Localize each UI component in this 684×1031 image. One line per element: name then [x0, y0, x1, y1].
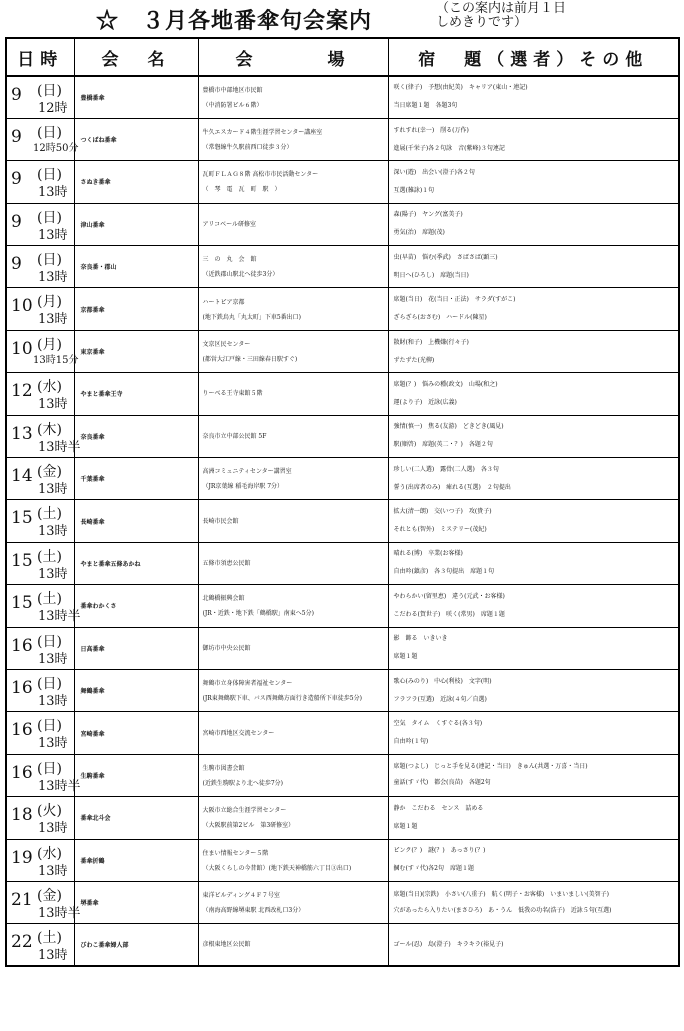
start-time: 13時	[38, 948, 68, 964]
venue-cell	[198, 627, 388, 669]
day-number: 9	[11, 254, 22, 275]
start-time: 13時半	[38, 778, 81, 794]
venue-detail: （大阪駅前第2ビル 第3研修室）	[202, 822, 295, 830]
day-number: 16	[11, 762, 33, 783]
table-row	[6, 415, 679, 457]
table-row	[6, 330, 679, 372]
topics-line-2: 穴があったら入りたい(まさひろ) あ・うん 低我の功名(浩子) 近詠５句(互選)	[393, 906, 612, 914]
venue-name: 御坊市中央公民館	[202, 644, 251, 652]
topics-line-2: 互選(雑詠)１句	[393, 186, 435, 194]
topics-line-2: ざらざら(おさむ) ハードル(陳星)	[393, 314, 487, 322]
venue-cell	[198, 924, 388, 966]
club-name: びわこ番傘婦人部	[74, 924, 198, 966]
table-row	[6, 712, 679, 754]
venue-detail: （南海高野線堺東駅 北西改札口3分）	[202, 907, 305, 915]
day-number: 10	[11, 296, 33, 317]
venue-name: 豊橋市中部地区市民館	[202, 86, 263, 94]
venue-name: 彦根東地区公民館	[202, 941, 251, 949]
topics-line-2: 童話(すゞ代) 都会(良苗) 各題2句	[393, 779, 491, 787]
day-of-week: (木)	[37, 421, 62, 438]
topics-line-2: 明日へ(ひろし) 席題(当日)	[393, 271, 469, 279]
day-of-week: (日)	[37, 633, 62, 650]
topics-cell	[388, 246, 679, 288]
day-number: 15	[11, 593, 33, 614]
venue-cell	[198, 76, 388, 118]
topics-line-1: やわらかい(留里恵) 違う(元武・お客様)	[393, 592, 505, 600]
table-row	[6, 754, 679, 796]
club-name: 長崎番傘	[74, 500, 198, 542]
table-row	[6, 924, 679, 966]
date-cell	[6, 76, 74, 118]
topics-line-1: 空気 タイム くすぐる(各３句)	[393, 720, 483, 728]
venue-cell	[198, 330, 388, 372]
venue-cell	[198, 754, 388, 796]
topics-line-2: 進展(千栄子)各２句詠 音(紫峰)３句連記	[393, 144, 505, 152]
date-cell	[6, 627, 74, 669]
venue-name: 奈良市立中部公民館 5F	[202, 432, 267, 440]
club-name: 番傘わかくさ	[74, 585, 198, 627]
venue-cell	[198, 542, 388, 584]
topics-cell	[388, 839, 679, 881]
venue-detail: （ 琴 電 瓦 町 駅 ）	[202, 186, 281, 194]
venue-name: 宮崎市西地区交流センター	[202, 729, 275, 737]
date-cell	[6, 415, 81, 457]
day-of-week: (月)	[37, 336, 62, 353]
day-of-week: (日)	[37, 718, 62, 735]
start-time: 13時	[38, 312, 68, 328]
venue-cell	[198, 839, 388, 881]
venue-cell	[198, 161, 388, 203]
venue-name: 舞鶴市立身体障害者福祉センター	[202, 680, 293, 688]
date-cell	[6, 924, 74, 966]
topics-line-2: 摑む(すゞ代)各2句 席題１題	[393, 865, 474, 873]
topics-cell	[388, 500, 679, 542]
topics-cell	[388, 542, 679, 584]
topics-line-2: 席題１題	[393, 822, 418, 830]
venue-cell	[198, 712, 388, 754]
topics-line-1: 拡大(清一朗) 交(いつ子) 攻(貴子)	[393, 508, 492, 516]
venue-cell	[198, 415, 388, 457]
topics-cell	[388, 330, 679, 372]
header-date: 日時	[6, 38, 74, 76]
table-row	[6, 881, 679, 923]
topics-line-1: 晴れる(博) 卒業(お客様)	[393, 550, 463, 558]
topics-line-1: ゴール(忍) 島(澄子) キラキラ(裕見子)	[393, 940, 504, 948]
day-number: 15	[11, 508, 33, 529]
topics-cell	[388, 458, 679, 500]
topics-line-1: 強情(慎一) 焦る(友游) どきどき(風見)	[393, 423, 504, 431]
start-time: 13時	[38, 185, 68, 201]
club-name: 津山番傘	[74, 203, 198, 245]
venue-name: 三 の 丸 会 館	[202, 256, 257, 264]
topics-line-1: すれすれ(幸一) 削る(万作)	[393, 126, 469, 134]
venue-cell	[198, 797, 388, 839]
venue-name: 住まい情報センター５階	[202, 849, 269, 857]
topics-cell	[388, 203, 679, 245]
topics-cell	[388, 754, 679, 796]
topics-line-2: 駅(順啓) 席題(英二・？) 各題２句	[393, 441, 493, 449]
venue-detail: （常磐線牛久駅前西口徒歩３分）	[202, 144, 293, 152]
page-title: ☆ ３月各地番傘句会案内	[96, 8, 373, 34]
topics-line-1: 歌心(みのり) 中心(利枝) 文字(明)	[393, 677, 492, 685]
date-cell	[6, 458, 74, 500]
venue-cell	[198, 203, 388, 245]
topics-cell	[388, 627, 679, 669]
venue-cell	[198, 458, 388, 500]
topics-line-2: 勇気(治) 席題(茂)	[393, 229, 445, 237]
topics-line-1: 席題(つよし) じっと手を見る(連記・当日) きゅん(共選・万喜・当日)	[393, 763, 588, 771]
day-number: 18	[11, 805, 33, 826]
day-number: 16	[11, 635, 33, 656]
day-number: 16	[11, 720, 33, 741]
topics-cell	[388, 118, 679, 160]
table-row	[6, 246, 679, 288]
club-name: 番傘折鶴	[74, 839, 198, 881]
topics-line-2: 自由吟(１句)	[393, 738, 429, 746]
topics-line-2: 運(より子) 近詠(広義)	[393, 398, 457, 406]
schedule-table	[5, 37, 680, 967]
club-name: 番傘北斗会	[74, 797, 198, 839]
day-of-week: (土)	[37, 506, 62, 523]
day-of-week: (日)	[37, 167, 62, 184]
day-number: 22	[11, 932, 33, 953]
day-of-week: (土)	[37, 591, 62, 608]
date-cell	[6, 373, 74, 415]
table-row	[6, 288, 679, 330]
table-row	[6, 627, 679, 669]
date-cell	[6, 118, 79, 160]
venue-cell	[198, 881, 388, 923]
venue-cell	[198, 373, 388, 415]
venue-cell	[198, 288, 388, 330]
start-time: 13時	[38, 821, 68, 837]
club-name: やまと番傘王寺	[74, 373, 198, 415]
title-bar	[0, 0, 684, 36]
venue-detail: （大阪くらしの今昔館）(地下鉄天神橋筋六丁目③出口)	[202, 864, 352, 872]
topics-line-2: 当日席題１題 各題3句	[393, 102, 458, 110]
start-time: 13時	[38, 397, 68, 413]
topics-cell	[388, 585, 679, 627]
start-time: 13時半	[38, 439, 81, 455]
start-time: 13時	[38, 651, 68, 667]
date-cell	[6, 288, 74, 330]
table-row	[6, 797, 679, 839]
venue-detail: (JR東舞鶴駅下車、バス西舞鶴方面行き造船所下車徒歩5分)	[202, 695, 362, 703]
day-number: 21	[11, 889, 33, 910]
venue-name: 大阪市立総合生涯学習センター	[202, 807, 287, 815]
start-time: 13時15分	[33, 354, 79, 366]
day-number: 9	[11, 126, 22, 147]
day-of-week: (日)	[37, 675, 62, 692]
day-of-week: (月)	[37, 294, 62, 311]
club-name: 日高番傘	[74, 627, 198, 669]
venue-name: 文京区民センター	[202, 341, 251, 349]
venue-cell	[198, 500, 388, 542]
date-cell	[6, 712, 74, 754]
topics-line-1: 席題(？) 悩みの種(政文) 山場(和之)	[393, 380, 498, 388]
day-number: 16	[11, 677, 33, 698]
club-name: 生駒番傘	[74, 754, 198, 796]
venue-cell	[198, 585, 388, 627]
title-note-line2: しめきりです）	[436, 15, 528, 30]
start-time: 13時	[38, 736, 68, 752]
day-of-week: (火)	[37, 803, 62, 820]
day-of-week: (土)	[37, 930, 62, 947]
venue-detail: （JR京葉線 稲毛海岸駅 7分）	[202, 483, 284, 491]
header-venue: 会 場	[198, 38, 388, 76]
day-of-week: (金)	[37, 887, 62, 904]
table-row	[6, 76, 679, 118]
day-of-week: (水)	[37, 379, 62, 396]
club-name: 豊橋番傘	[74, 76, 198, 118]
club-name: 奈良番・郡山	[74, 246, 198, 288]
topics-line-2: 席題１題	[393, 653, 418, 661]
club-name: 堺番傘	[74, 881, 198, 923]
topics-cell	[388, 797, 679, 839]
date-cell	[6, 161, 74, 203]
topics-line-1: 深い(遊) 出会い(澄子)各２句	[393, 168, 475, 176]
club-name: 奈良番傘	[74, 415, 198, 457]
topics-line-1: 咲く(律子) 予想(由紀美) キャリア(東山・連記)	[393, 84, 528, 92]
topics-line-1: 森(陽子) ヤング(富美子)	[393, 211, 463, 219]
venue-name: 長崎市民会館	[202, 517, 239, 525]
date-cell	[6, 797, 74, 839]
start-time: 13時	[38, 566, 68, 582]
venue-detail: （近鉄郡山駅北へ徒歩3分）	[202, 271, 279, 279]
topics-cell	[388, 373, 679, 415]
topics-cell	[388, 288, 679, 330]
club-name: 千葉番傘	[74, 458, 198, 500]
date-cell	[6, 542, 74, 584]
header-row	[6, 38, 679, 76]
start-time: 13時	[38, 227, 68, 243]
topics-cell	[388, 161, 679, 203]
day-number: 9	[11, 85, 22, 105]
table-row	[6, 458, 679, 500]
start-time: 13時	[38, 270, 68, 286]
club-name: つくばね番傘	[74, 118, 198, 160]
start-time: 13時	[38, 482, 68, 498]
venue-name: 東洋ビルディング４Ｆ７号室	[202, 892, 280, 900]
start-time: 13時半	[38, 609, 81, 625]
venue-name: 生駒市図書会館	[202, 764, 245, 772]
title-note	[436, 2, 566, 30]
date-cell	[6, 585, 81, 627]
date-cell	[6, 246, 74, 288]
topics-line-1: 散財(和子) 上機嫌(行々子)	[393, 338, 469, 346]
club-name: やまと番傘五條あかね	[74, 542, 198, 584]
topics-line-2: それとも(智外) ミステリー(茂紀)	[393, 526, 487, 534]
topics-line-1: 席題(当日)(宗鉄) 小さい(八重子) 航く(明子・お客様) いまいましい(美智子)	[393, 890, 609, 898]
venue-name: ハートピア京都	[202, 298, 245, 306]
header-name: 会 名	[74, 38, 198, 76]
day-number: 12	[11, 381, 33, 402]
start-time: 13時	[38, 524, 68, 540]
club-name: 東京番傘	[74, 330, 198, 372]
topics-cell	[388, 881, 679, 923]
day-number: 19	[11, 847, 33, 868]
venue-detail: (JR・近鉄・地下鉄「鶴橋駅」南東へ5分)	[202, 610, 314, 618]
venue-name: 高洲コミュニティセンター講習室	[202, 468, 292, 476]
venue-detail: (都営大江戸線・三田線春日駅すぐ)	[202, 356, 298, 364]
club-name: 舞鶴番傘	[74, 669, 198, 711]
topics-line-2: 誓う(出席者のみ) 痺れる(互選) ２句提出	[393, 483, 511, 491]
day-of-week: (日)	[37, 124, 62, 141]
topics-line-1: 影 飾る いきいき	[393, 635, 448, 643]
day-of-week: (日)	[37, 252, 62, 269]
table-row	[6, 373, 679, 415]
day-number: 9	[11, 211, 22, 232]
day-number: 15	[11, 550, 33, 571]
club-name: 宮崎番傘	[74, 712, 198, 754]
venue-cell	[198, 246, 388, 288]
topics-line-2: 自由吟(鎮彦) 各３句提出 席題１句	[393, 568, 495, 576]
topics-cell	[388, 924, 679, 966]
topics-cell	[388, 712, 679, 754]
venue-name: りーべる王寺東館５階	[202, 390, 263, 398]
start-time: 13時	[38, 693, 68, 709]
start-time: 12時50分	[33, 142, 79, 154]
venue-cell	[198, 118, 388, 160]
start-time: 12時	[38, 101, 68, 116]
venue-name: 瓦町ＦＬＡＧ８階 高松市市民活動センター	[202, 171, 319, 179]
header-topics: 宿 題（選者）その他	[388, 38, 679, 76]
topics-line-1: 珍しい(二人選) 露骨(二人選) 各３句	[393, 465, 499, 473]
venue-detail: (地下鉄烏丸「丸太町」下車5番出口)	[202, 313, 301, 321]
venue-name: 五條市須恵公民館	[202, 559, 251, 567]
club-name: 京都番傘	[74, 288, 198, 330]
venue-name: 北鶴橋振興会館	[202, 595, 245, 603]
day-of-week: (日)	[37, 209, 62, 226]
venue-detail: （中消防署ビル６階）	[202, 101, 263, 109]
date-cell	[6, 330, 79, 372]
topics-line-2: ずたずた(光柳)	[393, 356, 435, 364]
date-cell	[6, 203, 74, 245]
table-row	[6, 203, 679, 245]
club-name: さぬき番傘	[74, 161, 198, 203]
venue-detail: (近鉄生駒駅より北へ徒歩7分)	[202, 779, 283, 787]
topics-cell	[388, 669, 679, 711]
day-of-week: (日)	[37, 83, 62, 99]
day-of-week: (水)	[37, 845, 62, 862]
venue-name: 牛久エスカード４階生涯学習センター講座室	[202, 129, 323, 137]
day-number: 14	[11, 466, 33, 487]
day-number: 13	[11, 423, 33, 444]
date-cell	[6, 669, 74, 711]
day-number: 9	[11, 169, 22, 190]
topics-line-2: こだわる(賀世子) 咲く(常男) 席題１題	[393, 610, 505, 618]
topics-line-1: 虫(早苗) 悩む(季武) さばさば(顕三)	[393, 253, 498, 261]
table-row	[6, 542, 679, 584]
table-row	[6, 500, 679, 542]
day-of-week: (日)	[37, 760, 62, 777]
day-number: 10	[11, 338, 33, 359]
table-row	[6, 161, 679, 203]
table-row	[6, 118, 679, 160]
topics-line-1: ピンク(？) 謎(？) あっさり(？)	[393, 847, 486, 855]
table-row	[6, 839, 679, 881]
topics-cell	[388, 76, 679, 118]
venue-cell	[198, 669, 388, 711]
date-cell	[6, 754, 81, 796]
day-of-week: (土)	[37, 548, 62, 565]
table-row	[6, 585, 679, 627]
start-time: 13時	[38, 863, 68, 879]
table-row	[6, 669, 679, 711]
title-note-line1: （この案内は前月１日	[436, 1, 567, 16]
day-of-week: (金)	[37, 464, 62, 481]
start-time: 13時半	[38, 905, 81, 921]
date-cell	[6, 500, 74, 542]
topics-line-1: 静か こだわる センス 詰める	[393, 804, 484, 812]
date-cell	[6, 881, 81, 923]
topics-line-2: フラフラ(互選) 近詠(４句／自選)	[393, 695, 487, 703]
topics-line-1: 席題(当日) 花(当日・正法) サラダ(すがこ)	[393, 296, 516, 304]
date-cell	[6, 839, 74, 881]
topics-cell	[388, 415, 679, 457]
venue-name: アリコベール研修室	[202, 220, 257, 228]
